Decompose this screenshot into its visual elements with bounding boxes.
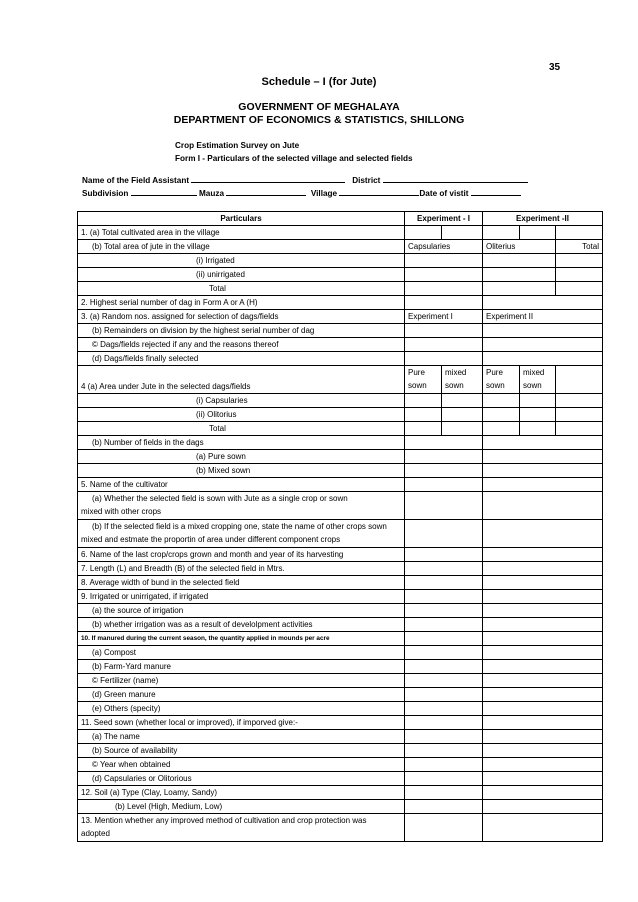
blank-cell [405, 464, 483, 478]
blank-cell [405, 786, 483, 800]
row-label: (b) Farm-Yard manure [78, 660, 405, 674]
blank-cell [405, 576, 483, 590]
blank-cell [405, 478, 483, 492]
mauza-label: Mauza [198, 189, 224, 198]
date-of-visit-blank [471, 187, 521, 196]
field-details [82, 174, 528, 200]
blank-cell [405, 618, 483, 632]
blank-cell [483, 730, 603, 744]
blank-cell [405, 338, 483, 352]
table-row [78, 394, 603, 408]
table-row [78, 492, 603, 520]
blank-cell [483, 282, 556, 296]
table-row [78, 632, 603, 646]
row-label: (b) Number of fields in the dags [78, 436, 405, 450]
row-label: 1. (a) Total cultivated area in the village [78, 226, 405, 240]
survey-title: Crop Estimation Survey on Jute [175, 141, 300, 150]
row-label: 7. Length (L) and Breadth (B) of the selected field in Mtrs. [78, 562, 405, 576]
pure-sown-header: Pure sown [405, 366, 442, 394]
table-row [78, 324, 603, 338]
table-row [78, 576, 603, 590]
blank-cell [483, 464, 603, 478]
blank-cell [483, 394, 520, 408]
particulars-header: Particulars [78, 212, 405, 226]
table-row [78, 366, 603, 394]
blank-cell [405, 814, 483, 842]
experiment-ii-cell: Experiment II [483, 310, 603, 324]
blank-cell [405, 254, 483, 268]
table-row [78, 730, 603, 744]
row-label: © Year when obtained [78, 758, 405, 772]
blank-cell [483, 296, 603, 310]
row-label: (d) Green manure [78, 688, 405, 702]
table-row [78, 604, 603, 618]
blank-cell [405, 436, 483, 450]
table-row [78, 660, 603, 674]
table-row [78, 758, 603, 772]
blank-cell [556, 282, 603, 296]
blank-cell [405, 632, 483, 646]
blank-cell [483, 268, 556, 282]
blank-cell [483, 338, 603, 352]
oliterius-cell: Oliterius [483, 240, 556, 254]
blank-cell [442, 226, 483, 240]
row-label: © Fertilizer (name) [78, 674, 405, 688]
blank-cell [405, 296, 483, 310]
blank-cell [405, 688, 483, 702]
blank-cell [556, 394, 603, 408]
table-row [78, 478, 603, 492]
row-label: © Dags/fields rejected if any and the reasons thereof [78, 338, 405, 352]
department-title: DEPARTMENT OF ECONOMICS & STATISTICS, SHILLONG [173, 114, 465, 126]
table-row [78, 338, 603, 352]
pure-sown-header: Pure sown [483, 366, 520, 394]
mauza-blank [226, 187, 306, 196]
blank-cell [483, 702, 603, 716]
blank-cell [483, 786, 603, 800]
blank-cell [483, 814, 603, 842]
blank-cell [405, 758, 483, 772]
table-row [78, 744, 603, 758]
blank-cell [520, 422, 556, 436]
row-label: (a) the source of irrigation [78, 604, 405, 618]
row-label: 13. Mention whether any improved method of cultivation and crop protection was adopted [78, 814, 405, 842]
blank-cell [483, 562, 603, 576]
row-label: 9. Irrigated or unirrigated, if irrigated [78, 590, 405, 604]
blank-cell [556, 408, 603, 422]
blank-cell [483, 254, 556, 268]
row-label: (b) If the selected field is a mixed cropping one, state the name of other crops sown mixed and estmate the proportin of area under different component crops [78, 520, 405, 548]
blank-cell [483, 450, 603, 464]
table-row [78, 450, 603, 464]
row-label: 8. Average width of bund in the selected field [78, 576, 405, 590]
subdivision-blank [131, 187, 197, 196]
blank-cell [483, 716, 603, 730]
table-row [78, 226, 603, 240]
row-label: 4 (a) Area under Jute in the selected dags/fields [78, 366, 405, 394]
table-row [78, 436, 603, 450]
row-label: 3. (a) Random nos. assigned for selection of dags/fields [78, 310, 405, 324]
blank-cell [556, 268, 603, 282]
district-blank [383, 174, 528, 183]
table-row [78, 800, 603, 814]
table-row [78, 352, 603, 366]
blank-cell [405, 226, 442, 240]
blank-cell [405, 352, 483, 366]
blank-cell [483, 632, 603, 646]
blank-cell [405, 450, 483, 464]
table-row [78, 464, 603, 478]
table-row [78, 674, 603, 688]
blank-cell [405, 730, 483, 744]
row-label: (d) Dags/fields finally selected [78, 352, 405, 366]
document-header [0, 101, 638, 127]
row-label: 10. If manured during the current season, the quantity applied in mounds per acre [78, 632, 405, 646]
table-row [78, 520, 603, 548]
table-row [78, 310, 603, 324]
row-label: (a) Pure sown [78, 450, 405, 464]
row-label: 2. Highest serial number of dag in Form A or A (H) [78, 296, 405, 310]
village-blank [339, 187, 419, 196]
table-row [78, 296, 603, 310]
blank-cell [405, 772, 483, 786]
blank-cell [405, 562, 483, 576]
blank-cell [483, 548, 603, 562]
blank-cell [483, 604, 603, 618]
blank-cell [405, 716, 483, 730]
blank-cell [405, 268, 483, 282]
blank-cell [483, 408, 520, 422]
district-label: District [352, 176, 381, 185]
row-label: (a) Compost [78, 646, 405, 660]
row-label: 5. Name of the cultivator [78, 478, 405, 492]
table-row [78, 590, 603, 604]
blank-cell [483, 744, 603, 758]
row-label: Total [78, 422, 405, 436]
government-title: GOVERNMENT OF MEGHALAYA [238, 101, 400, 113]
subdivision-label: Subdivision [82, 189, 129, 198]
row-label: (b) Level (High, Medium, Low) [78, 800, 405, 814]
blank-cell [442, 394, 483, 408]
blank-cell [556, 254, 603, 268]
survey-heading [175, 139, 413, 165]
total-cell: Total [556, 240, 603, 254]
table-row [78, 772, 603, 786]
field-assistant-label: Name of the Field Assistant [82, 176, 190, 185]
blank-cell [405, 660, 483, 674]
mixed-sown-header: mixed sown [442, 366, 483, 394]
row-label: (i) Capsularies [78, 394, 405, 408]
blank-cell [483, 422, 520, 436]
mixed-sown-header: mixed sown [520, 366, 556, 394]
blank-cell [483, 646, 603, 660]
row-label: (b) Remainders on division by the highest serial number of dag [78, 324, 405, 338]
table-row [78, 618, 603, 632]
blank-cell [483, 478, 603, 492]
blank-cell [405, 422, 442, 436]
form-title: Form I - Particulars of the selected village and selected fields [175, 154, 413, 163]
blank-cell [483, 492, 603, 520]
row-label: (ii) unirrigated [78, 268, 405, 282]
blank-cell [556, 226, 603, 240]
table-row [78, 268, 603, 282]
blank-cell [483, 758, 603, 772]
row-label: 11. Seed sown (whether local or improved), if imporved give:- [78, 716, 405, 730]
experiment-2-header: Experiment -II [483, 212, 603, 226]
blank-cell [442, 408, 483, 422]
date-of-visit-label: Date of vistit [419, 189, 469, 198]
table-header-row [78, 212, 603, 226]
row-label: (b) Total area of jute in the village [78, 240, 405, 254]
row-label: (b) whether irrigation was as a result of develolpment activities [78, 618, 405, 632]
row-label: 12. Soil (a) Type (Clay, Loamy, Sandy) [78, 786, 405, 800]
blank-cell [483, 226, 520, 240]
blank-cell [483, 436, 603, 450]
table-row [78, 548, 603, 562]
blank-cell [405, 744, 483, 758]
blank-cell [520, 408, 556, 422]
blank-cell [405, 604, 483, 618]
blank-cell [405, 548, 483, 562]
row-label: Total [78, 282, 405, 296]
blank-cell [405, 646, 483, 660]
row-label: (a) Whether the selected field is sown with Jute as a single crop or sown mixed with other crops [78, 492, 405, 520]
experiment-1-header: Experiment - I [405, 212, 483, 226]
blank-cell [405, 492, 483, 520]
village-label: Village [310, 189, 338, 198]
table-row [78, 562, 603, 576]
blank-cell [483, 618, 603, 632]
blank-cell [483, 520, 603, 548]
blank-cell [483, 674, 603, 688]
row-label: (d) Capsularies or Olitorious [78, 772, 405, 786]
blank-cell [405, 590, 483, 604]
row-label: (ii) Olitorius [78, 408, 405, 422]
blank-cell [520, 394, 556, 408]
row-label: (i) Irrigated [78, 254, 405, 268]
blank-cell [405, 674, 483, 688]
capsularies-cell: Capsularies [405, 240, 483, 254]
blank-cell [556, 422, 603, 436]
table-row [78, 702, 603, 716]
row-label: (b) Source of availability [78, 744, 405, 758]
table-row [78, 688, 603, 702]
table-row [78, 408, 603, 422]
particulars-table [77, 211, 603, 842]
row-label: (b) Mixed sown [78, 464, 405, 478]
blank-cell [405, 800, 483, 814]
blank-cell [483, 590, 603, 604]
blank-cell [405, 282, 483, 296]
field-assistant-blank [191, 174, 345, 183]
blank-cell [556, 366, 603, 394]
blank-cell [405, 324, 483, 338]
blank-cell [483, 688, 603, 702]
blank-cell [483, 352, 603, 366]
blank-cell [405, 394, 442, 408]
table-row [78, 422, 603, 436]
table-row [78, 786, 603, 800]
schedule-title: Schedule – I (for Jute) [261, 76, 377, 88]
blank-cell [520, 226, 556, 240]
table-row [78, 716, 603, 730]
blank-cell [405, 520, 483, 548]
table-row [78, 646, 603, 660]
table-row [78, 282, 603, 296]
blank-cell [483, 660, 603, 674]
blank-cell [483, 576, 603, 590]
table-row [78, 240, 603, 254]
table-row [78, 254, 603, 268]
row-label: (a) The name [78, 730, 405, 744]
blank-cell [405, 702, 483, 716]
blank-cell [405, 408, 442, 422]
row-label: 6. Name of the last crop/crops grown and month and year of its harvesting [78, 548, 405, 562]
blank-cell [483, 772, 603, 786]
table-row [78, 814, 603, 842]
blank-cell [483, 324, 603, 338]
row-label: (e) Others (specity) [78, 702, 405, 716]
experiment-i-cell: Experiment I [405, 310, 483, 324]
blank-cell [442, 422, 483, 436]
blank-cell [483, 800, 603, 814]
page-number: 35 [549, 62, 561, 73]
